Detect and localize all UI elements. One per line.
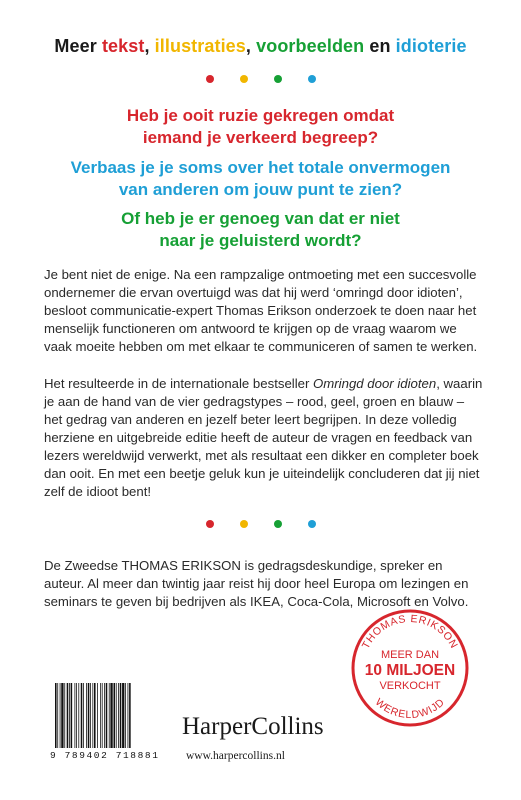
publisher-logo: HarperCollins (182, 713, 324, 740)
book-title: Omringd door idioten (313, 376, 437, 391)
green-dot (274, 75, 282, 83)
question-line: Heb je ooit ruzie gekregen omdat (126, 106, 395, 125)
question-blue (0, 157, 521, 201)
barcode-bar (92, 683, 93, 748)
question-line: iemand je verkeerd begreep? (142, 128, 379, 147)
dot-row-top (0, 75, 521, 83)
barcode-bar (64, 683, 65, 748)
barcode-bar (69, 683, 70, 748)
barcode-bar (71, 683, 73, 748)
publisher-url: www.harpercollins.nl (186, 750, 285, 762)
barcode-bar (57, 683, 58, 748)
question-line: Verbaas je je soms over het totale onvermogen (70, 158, 451, 177)
seal-line-3: VERKOCHT (379, 680, 441, 692)
barcode-bar (110, 683, 112, 748)
barcode-bar (61, 683, 63, 748)
barcode-bar (86, 683, 87, 748)
yellow-dot (240, 520, 248, 528)
question-green (0, 208, 521, 252)
barcode-bar (55, 683, 57, 748)
red-dot (206, 520, 214, 528)
barcode-bar (90, 683, 91, 748)
barcode-bar (97, 683, 98, 748)
headline-word: en (364, 36, 396, 56)
barcode-bar (129, 683, 131, 748)
sales-seal (350, 608, 470, 728)
headline-word: , (245, 36, 257, 56)
headline-word: idioterie (395, 36, 467, 56)
barcode-bar (118, 683, 119, 748)
barcode-bar (109, 683, 110, 748)
barcode-bar (120, 683, 122, 748)
blue-dot (308, 75, 316, 83)
barcode-bar (102, 683, 103, 748)
barcode-bar (104, 683, 105, 748)
barcode-bar (125, 683, 126, 748)
headline (0, 36, 521, 57)
question-line: naar je geluisterd wordt? (159, 231, 362, 250)
seal-top-arc: THOMAS ERIKSON (359, 612, 461, 651)
barcode-bar (81, 683, 83, 748)
blue-dot (308, 520, 316, 528)
yellow-dot (240, 75, 248, 83)
headline-word: illustraties (154, 36, 246, 56)
barcode-bar (75, 683, 76, 748)
barcode-bar (122, 683, 124, 748)
isbn-number: 9 789402 718881 (50, 750, 160, 761)
author-bio (44, 557, 484, 611)
headline-word: Meer (54, 36, 102, 56)
question-line: Of heb je er genoeg van dat er niet (121, 209, 400, 228)
barcode-bar (106, 683, 108, 748)
barcode-bar (67, 683, 69, 748)
question-line: van anderen om jouw punt te zien? (118, 180, 403, 199)
headline-word: voorbeelden (256, 36, 365, 56)
intro-paragraph (44, 266, 484, 356)
question-red (0, 105, 521, 149)
seal-bottom-arc: WERELDWIJD (372, 696, 448, 722)
dot-row-bottom (0, 520, 521, 528)
barcode-bar (94, 683, 96, 748)
barcode-bar (88, 683, 90, 748)
red-dot (206, 75, 214, 83)
barcode-bar (76, 683, 77, 748)
green-dot (274, 520, 282, 528)
seal-line-2: 10 MILJOEN (364, 662, 456, 679)
paragraph-2-before: Het resulteerde in de internationale bestseller (44, 376, 314, 391)
barcode-bar (128, 683, 129, 748)
seal-line-1: MEER DAN (380, 649, 440, 661)
barcode-bar (116, 683, 117, 748)
barcode-bar (78, 683, 79, 748)
barcode-bar (114, 683, 116, 748)
barcode-bar (100, 683, 101, 748)
headline-word: , (144, 36, 155, 56)
paragraph-3: De Zweedse THOMAS ERIKSON is gedragsdeskundige, spreker en auteur. Al meer dan twintig jaar reist hij door heel Europa om lezingen en seminars te geven bij bedrijven als IKEA, Coca-Cola, Microsoft en Volvo. (44, 558, 469, 609)
barcode-bar (83, 683, 84, 748)
paragraph-2 (44, 375, 484, 501)
headline-word: tekst (101, 36, 145, 56)
bestseller-paragraph (44, 375, 484, 501)
paragraph-1: Je bent niet de enige. Na een rampzalige ontmoeting met een succesvolle ondernemer die ervan overtuigd was dat hij werd ‘omringd door idioten’, besloot communicatie-expert Thomas Erikson onderzoek te doen naar het menselijk functioneren om antwoord te krijgen op de vraag waarom we vaak moeite hebben om met elkaar te communiceren of samen te werken. (44, 267, 478, 354)
barcode (54, 683, 158, 748)
paragraph-2-after: , waarin je aan de hand van de vier gedragstypes – rood, geel, groen en blauw – het gedrag van anderen en jezelf beter leert begrijpen. In deze volledig herziene en uitgebreide editie heeft de auteur de vragen en feedback van lezers wereldwijd verwerkt, met als resultaat een dikker en completer boek dan ooit. En met een beetje geluk kun je uiteindelijk concluderen dat jij niet zelf de idioot bent! (44, 376, 483, 499)
barcode-bar (60, 683, 61, 748)
